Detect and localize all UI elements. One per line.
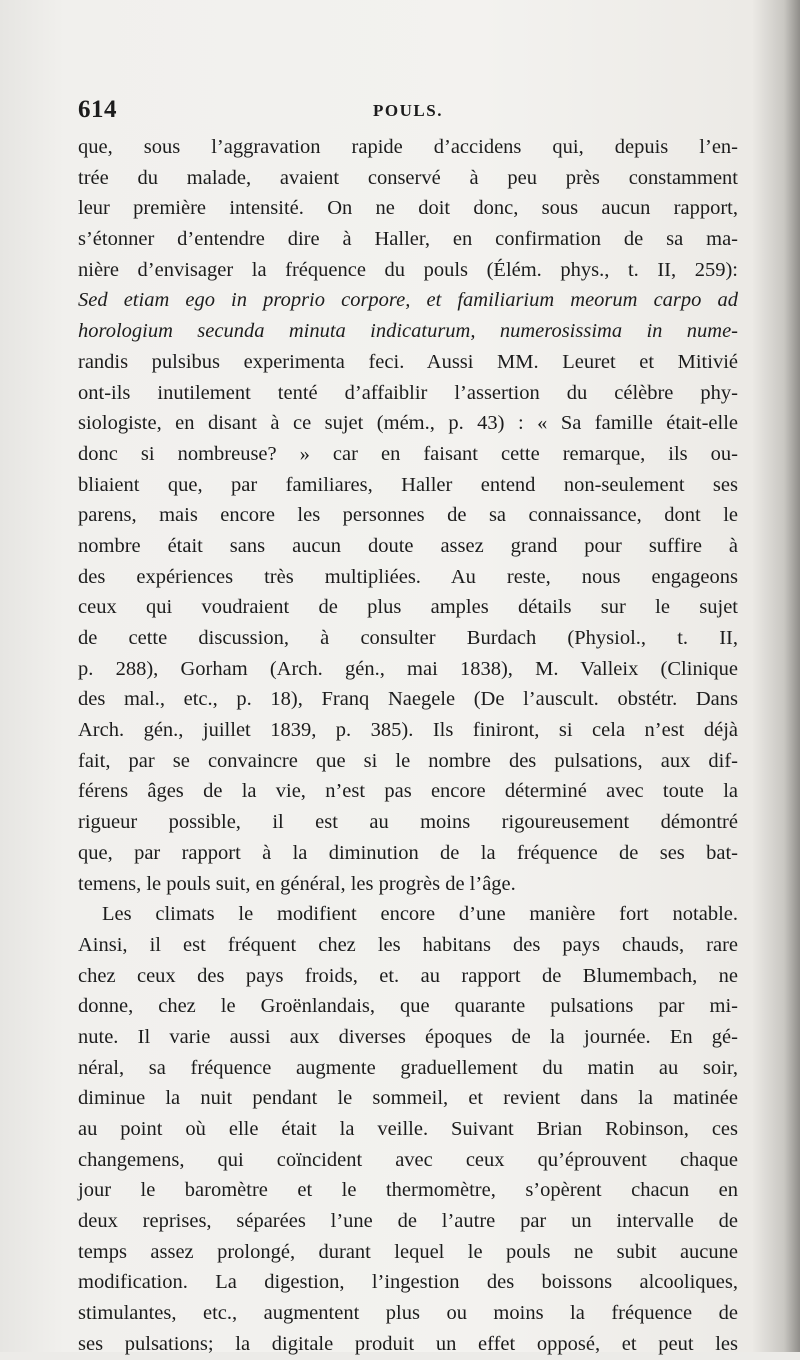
text-line: Sed etiam ego in proprio corpore, et familiarium meorum carpo ad [78, 289, 738, 312]
text-line: modification. La digestion, l’ingestion des boissons alcooliques, [78, 1271, 738, 1294]
text-line: p. 288), Gorham (Arch. gén., mai 1838), M. Valleix (Clinique [78, 657, 738, 680]
text-line: diminue la nuit pendant le sommeil, et revient dans la matinée [78, 1087, 738, 1110]
text-line: nombre était sans aucun doute assez grand pour suffire à [78, 534, 738, 557]
text-line: que, sous l’aggravation rapide d’accidens qui, depuis l’en- [78, 136, 738, 158]
text-line: jour le baromètre et le thermomètre, s’opèrent chacun en [78, 1179, 738, 1202]
text-line: ont-ils inutilement tenté d’affaiblir l’assertion du célèbre phy- [78, 381, 738, 404]
text-line: trée du malade, avaient conservé à peu près constamment [78, 166, 738, 189]
text-line: temens, le pouls suit, en général, les progrès de l’âge. [78, 872, 516, 895]
text-line: au point où elle était la veille. Suivant Brian Robinson, ces [78, 1118, 738, 1140]
text-line: stimulantes, etc., augmentent plus ou moins la fréquence de [78, 1302, 738, 1325]
text-line: ses pulsations; la digitale produit un effet opposé, et peut les [78, 1332, 738, 1355]
text-line: donc si nombreuse? » car en faisant cette remarque, ils ou- [78, 442, 738, 465]
text-line: Ainsi, il est fréquent chez les habitans des pays chauds, rare [78, 933, 738, 956]
text-line: randis pulsibus experimenta feci. Aussi MM. Leuret et Mitivié [78, 350, 738, 373]
text-line: férens âges de la vie, n’est pas encore déterminé avec toute la [78, 780, 738, 803]
running-head: POULS. [373, 101, 443, 120]
text-line: deux reprises, séparées l’une de l’autre par un intervalle de [78, 1210, 738, 1233]
text-line: chez ceux des pays froids, et. au rapport de Blumembach, ne [78, 964, 738, 987]
text-line: leur première intensité. On ne doit donc, sous aucun rapport, [78, 197, 738, 220]
page-header [78, 96, 738, 130]
page-number: 614 [78, 96, 117, 123]
text-line: rigueur possible, il est au moins rigoureusement démontré [78, 811, 738, 834]
text-line: de cette discussion, à consulter Burdach (Physiol., t. II, [78, 627, 738, 649]
text-line: que, par rapport à la diminution de la fréquence de ses bat- [78, 841, 738, 864]
text-line: ceux qui voudraient de plus amples détails sur le sujet [78, 596, 738, 619]
text-line: des expériences très multipliées. Au reste, nous engageons [78, 565, 738, 588]
text-line: des mal., etc., p. 18), Franq Naegele (De l’auscult. obstétr. Dans [78, 688, 738, 711]
text-line: changemens, qui coïncident avec ceux qu’éprouvent chaque [78, 1148, 738, 1171]
text-line: Arch. gén., juillet 1839, p. 385). Ils finiront, si cela n’est déjà [78, 719, 738, 742]
text-line: siologiste, en disant à ce sujet (mém., p. 43) : « Sa famille était-elle [78, 412, 738, 435]
text-line: horologium secunda minuta indicaturum, numerosissima in nume- [78, 320, 738, 343]
text-line: nière d’envisager la fréquence du pouls (Élém. phys., t. II, 259): [78, 258, 738, 281]
text-line: s’étonner d’entendre dire à Haller, en confirmation de sa ma- [78, 228, 738, 251]
text-line: temps assez prolongé, durant lequel le pouls ne subit aucune [78, 1240, 738, 1263]
text-line: nute. Il varie aussi aux diverses époques de la journée. En gé- [78, 1025, 738, 1048]
text-line: parens, mais encore les personnes de sa connaissance, dont le [78, 504, 738, 527]
text-line: fait, par se convaincre que si le nombre des pulsations, aux dif- [78, 749, 738, 772]
text-body [78, 132, 738, 1360]
text-line: bliaient que, par familiares, Haller entend non-seulement ses [78, 473, 738, 496]
text-line: Les climats le modifient encore d’une manière fort notable. [102, 903, 738, 926]
text-line: donne, chez le Groënlandais, que quarante pulsations par mi- [78, 995, 738, 1018]
text-line: néral, sa fréquence augmente graduellement du matin au soir, [78, 1056, 738, 1079]
